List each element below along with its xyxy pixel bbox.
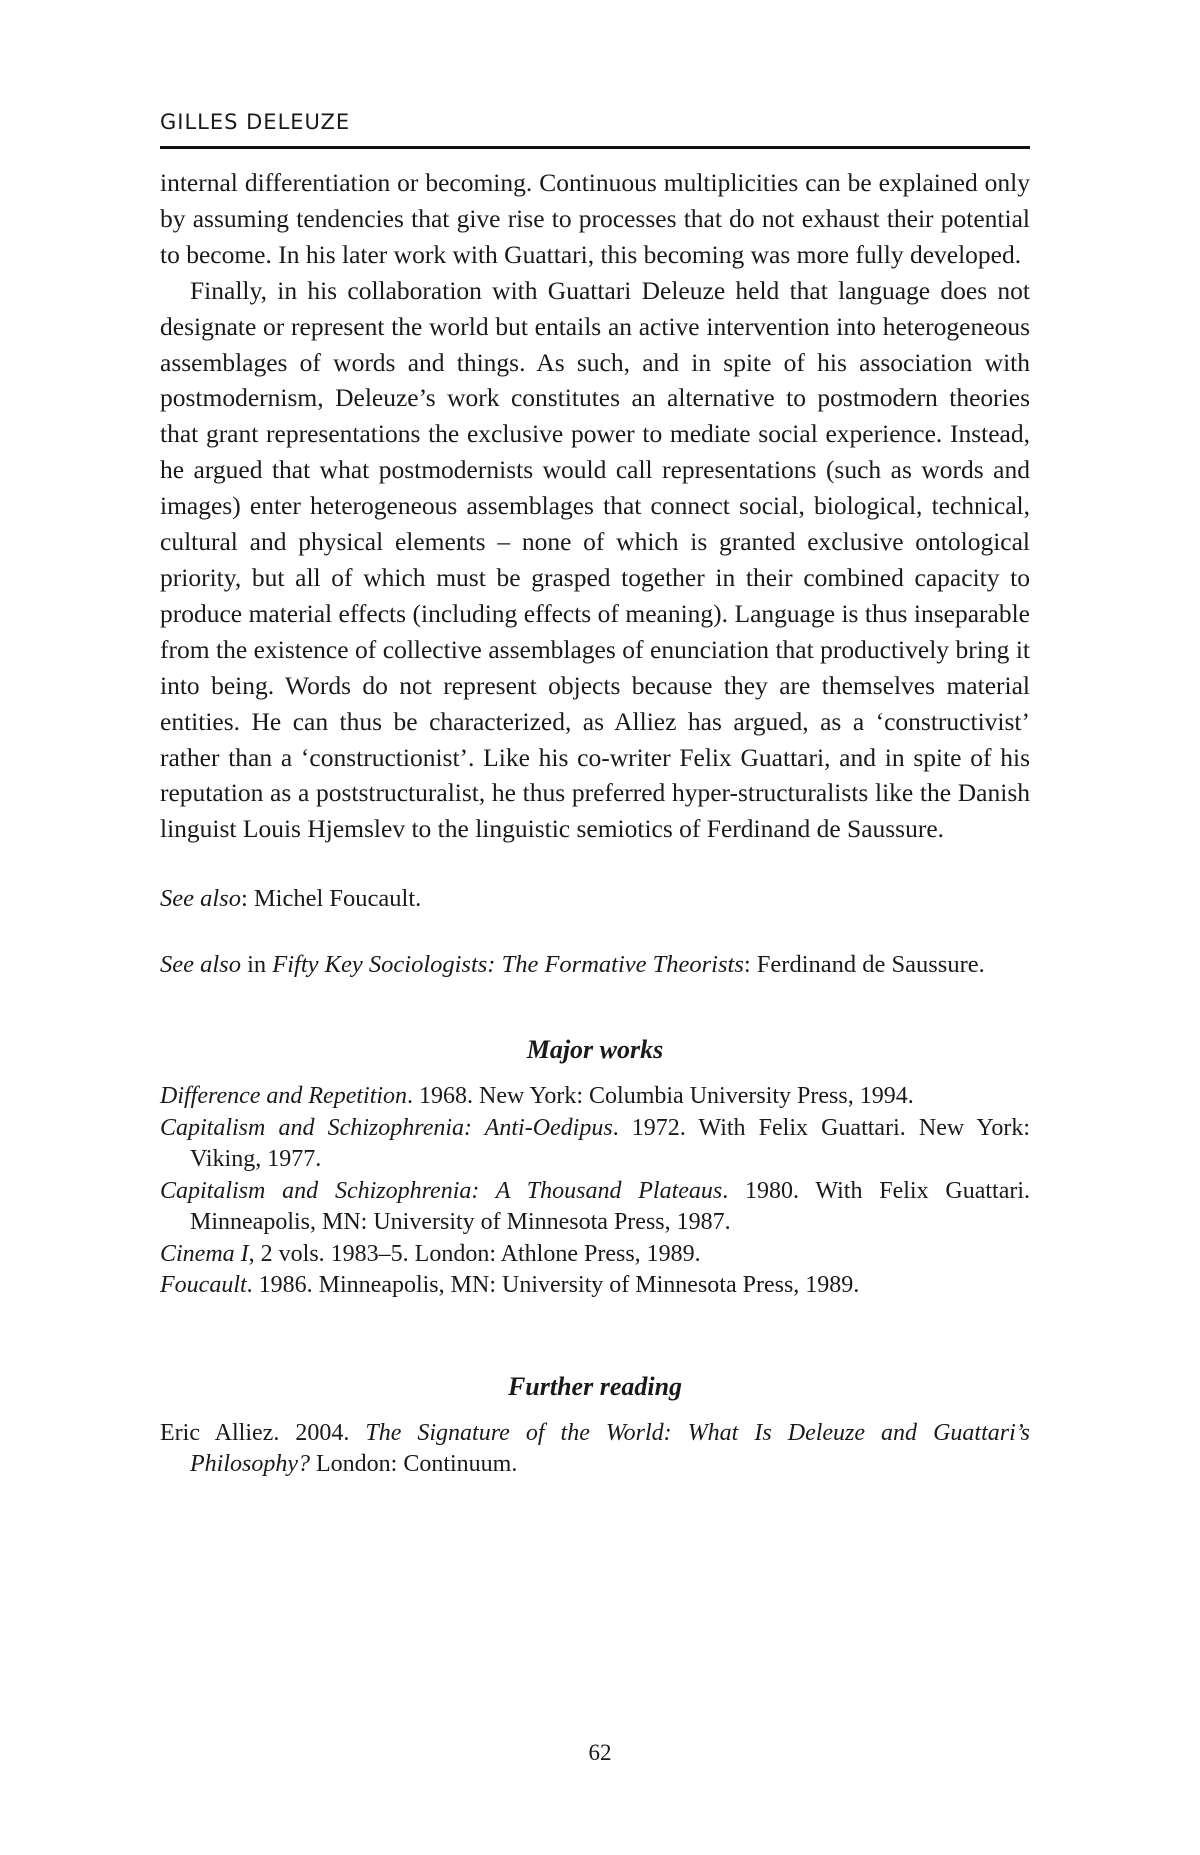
work-title: Capitalism and Schizophrenia: Anti-Oedipus bbox=[160, 1114, 613, 1141]
body-paragraph: internal differentiation or becoming. Continuous multiplicities can be explained only by assuming tendencies that give rise to processes that do not exhaust their potential to become. In his later work with Guattari, this becoming was more fully developed. bbox=[160, 168, 1030, 269]
further-reading-list bbox=[160, 1418, 1030, 1481]
major-work-item bbox=[160, 1239, 1030, 1271]
page-number: 62 bbox=[588, 1740, 612, 1765]
body-paragraph: Finally, in his collaboration with Guattari Deleuze held that language does not designate or represent the world but entails an active intervention into heterogeneous assemblages of words and things. As such, and in spite of his association with postmodernism, Deleuze’s work constitutes an alternative to postmodern theories that grant representations the exclusive power to mediate social experience. Instead, he argued that what postmodernists would call representations (such as words and images) enter heterogeneous assemblages that connect social, biological, technical, cultural and physical elements – none of which is granted exclusive ontological priority, but all of which must be grasped together in their combined capacity to produce material effects (including effects of meaning). Language is thus inseparable from the existence of collective assemblages of enunciation that productively bring it into being. Words do not represent objects because they are themselves material entities. He can thus be characterized, as Alliez has argued, as a ‘constructivist’ rather than a ‘constructionist’. Like his co-writer Felix Guattari, and in spite of his reputation as a poststructuralist, he thus preferred hyper-structuralists like the Danish linguist Louis Hjemslev to the linguistic semiotics of Ferdinand de Saussure. bbox=[160, 275, 1030, 844]
see-also-in: in bbox=[240, 951, 273, 979]
work-details: . 1968. New York: Columbia University Press, 1994. bbox=[407, 1083, 914, 1110]
work-title: Foucault bbox=[160, 1272, 247, 1299]
reading-title: The Signature of the World: What Is Deleuze and Guattari’s Philosophy? bbox=[190, 1419, 1030, 1478]
see-also-book-title: Fifty Key Sociologists: The Formative Theorists bbox=[272, 951, 744, 979]
major-works-heading: Major works bbox=[526, 1035, 664, 1065]
major-work-item bbox=[160, 1081, 1030, 1113]
work-details: . 1986. Minneapolis, MN: University of Minnesota Press, 1989. bbox=[246, 1272, 860, 1299]
see-also-text: : Ferdinand de Saussure. bbox=[743, 951, 985, 979]
major-work-item bbox=[160, 1176, 1030, 1239]
page bbox=[160, 110, 1030, 1481]
further-reading-item bbox=[160, 1418, 1030, 1481]
reading-author: Eric Alliez. 2004. bbox=[160, 1419, 366, 1446]
reading-details: London: Continuum. bbox=[310, 1451, 518, 1478]
see-also-label: See also bbox=[160, 885, 241, 913]
see-also bbox=[160, 885, 1030, 913]
work-title: Difference and Repetition bbox=[160, 1083, 408, 1110]
see-also-external bbox=[160, 951, 1030, 979]
major-works-list bbox=[160, 1081, 1030, 1302]
work-title: Capitalism and Schizophrenia: A Thousand Plateaus bbox=[160, 1177, 723, 1204]
work-details: , 2 vols. 1983–5. London: Athlone Press, 1989. bbox=[248, 1240, 701, 1267]
running-head: GILLES DELEUZE bbox=[160, 110, 1030, 149]
work-details: . 1980. With Felix Guattari. Minneapolis, MN: University of Minnesota Press, 1987. bbox=[190, 1177, 1031, 1236]
further-reading-heading: Further reading bbox=[507, 1371, 683, 1401]
work-details: . 1972. With Felix Guattari. New York: Viking, 1977. bbox=[190, 1114, 1030, 1173]
major-work-item bbox=[160, 1270, 1030, 1302]
work-title: Cinema I bbox=[160, 1240, 249, 1267]
major-work-item bbox=[160, 1113, 1030, 1176]
see-also-text: : Michel Foucault. bbox=[240, 885, 422, 913]
see-also-label: See also bbox=[160, 951, 241, 979]
